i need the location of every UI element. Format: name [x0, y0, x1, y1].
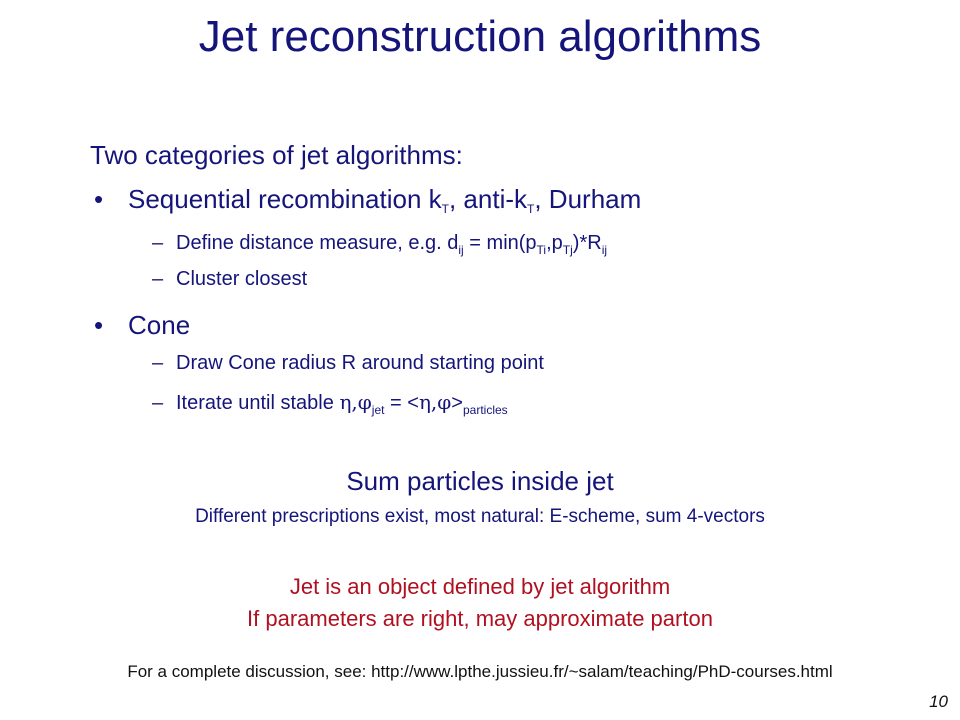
sub-item-cluster	[152, 268, 307, 291]
draw-cone-text: Draw Cone radius R around starting point	[176, 352, 544, 374]
bullet-sequential-suffix: , Durham	[534, 184, 642, 214]
iterate-close: >	[451, 392, 463, 414]
dash-marker: –	[152, 268, 164, 290]
subscript-tj: Tj	[562, 243, 573, 257]
bullet-sequential-mid: , anti-k	[448, 184, 528, 214]
parton-note-text: If parameters are right, may approximate parton	[247, 606, 713, 631]
bullet-marker: •	[94, 310, 104, 340]
subscript-ij: ij	[458, 243, 464, 257]
bullet-cone	[94, 310, 190, 341]
distance-prefix: Define distance measure, e.g. d	[176, 232, 459, 254]
subscript-ij: ij	[601, 243, 608, 257]
slide-title: Jet reconstruction algorithms	[198, 12, 762, 61]
subscript-t: T	[441, 202, 449, 216]
intro-text: Two categories of jet algorithms:	[90, 140, 463, 170]
page-number: 10	[929, 692, 948, 711]
sub-item-distance	[152, 232, 607, 257]
subscript-t: T	[527, 202, 535, 216]
distance-comma: ,p	[546, 232, 563, 254]
bullet-marker: •	[94, 184, 104, 214]
iterate-prefix: Iterate until stable	[176, 392, 340, 414]
sum-heading: Sum particles inside jet	[346, 466, 614, 496]
dash-marker: –	[152, 232, 164, 254]
footer-reference: For a complete discussion, see: http://www.lpthe.jussieu.fr/~salam/teaching/PhD-courses.html	[127, 662, 833, 681]
distance-eq: = min(p	[463, 232, 537, 254]
jet-definition-text: Jet is an object defined by jet algorithm	[289, 574, 671, 599]
sub-item-iterate	[152, 390, 508, 417]
prescriptions-text: Different prescriptions exist, most natural: E-scheme, sum 4-vectors	[195, 506, 765, 527]
dash-marker: –	[152, 392, 164, 414]
subscript-jet: jet	[371, 403, 385, 417]
bullet-cone-label: Cone	[128, 310, 191, 340]
subscript-particles: particles	[462, 403, 508, 417]
iterate-eq: = <	[384, 392, 419, 414]
bullet-sequential-prefix: Sequential recombination k	[128, 184, 442, 214]
sub-item-draw-cone	[152, 352, 544, 375]
cluster-text: Cluster closest	[176, 268, 308, 290]
distance-close: )*R	[572, 232, 602, 254]
eta-phi-symbol: η,φ	[339, 390, 372, 414]
subscript-ti: Ti	[536, 243, 547, 257]
dash-marker: –	[152, 352, 164, 374]
bullet-sequential	[94, 184, 641, 216]
eta-phi-symbol: η,φ	[418, 390, 452, 414]
